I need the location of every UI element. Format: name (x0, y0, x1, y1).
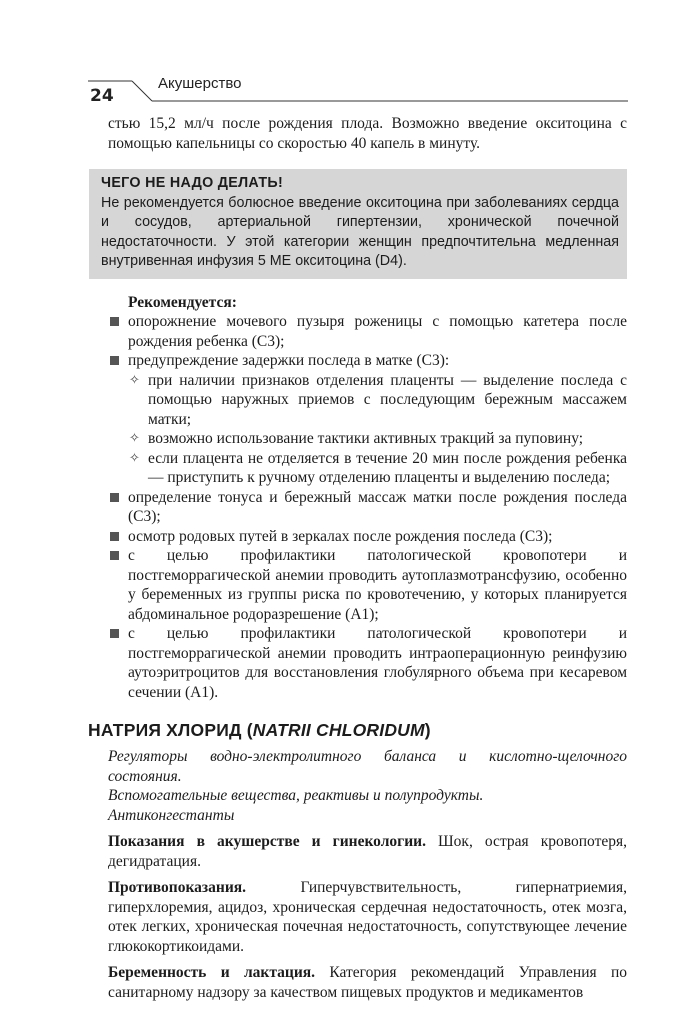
group-line: Вспомогательные вещества, реактивы и полупродукты. (108, 787, 484, 804)
sub-list-item (128, 429, 627, 449)
list-item-text: предупреждение задержки последа в матке (С3): (128, 352, 450, 369)
pregnancy-text: Категория рекомендаций Управления по санитарному надзору за качеством пищевых продуктов и медикаментов (108, 964, 627, 1001)
square-bullet-icon (110, 493, 119, 502)
indications-text: Шок, острая кровопотеря, дегидратация. (108, 833, 627, 870)
list-item (108, 527, 627, 547)
list-item-text: осмотр родовых путей в зеркалах после рождения последа (С3); (128, 527, 553, 545)
page-content (88, 114, 627, 1009)
warning-text: Не рекомендуется болюсное введение окситоцина при заболеваниях сердца и сосудов, артериальной гипертензии, хронической почечной недостаточности. У этой категории женщин предпочтительна медленная внутривенная инфузия 5 МЕ окситоцина (D4). (101, 194, 619, 269)
recommendations-list (108, 312, 627, 702)
list-item-text: с целью профилактики патологической кровопотери и постгеморрагической анемии проводить аутоплазмотрансфузию, особенно у беременных из группы риска по кровотечению, у которых планируется абдоминальное родоразрешение (А1); (128, 547, 627, 623)
square-bullet-icon (110, 356, 119, 365)
intro-paragraph: стью 15,2 мл/ч после рождения плода. Возможно введение окситоцина с помощью капельницы со скоростью 40 капель в минуту. (108, 115, 627, 152)
pharmacological-groups (108, 747, 627, 825)
warning-box (89, 169, 627, 279)
list-item (108, 488, 627, 527)
list-item (108, 351, 627, 488)
square-bullet-icon (110, 532, 119, 541)
group-line: Антиконгестанты (108, 806, 235, 824)
square-bullet-icon (110, 551, 119, 560)
square-bullet-icon (110, 317, 119, 326)
list-item (108, 546, 627, 624)
drug-heading (88, 720, 627, 741)
square-bullet-icon (110, 629, 119, 638)
list-item-text: определение тонуса и бережный массаж матки после рождения последа (С3); (128, 488, 627, 525)
diamond-bullet-icon: ✧ (129, 450, 140, 466)
page-number: 24 (90, 86, 114, 106)
sub-list-item-text: при наличии признаков отделения плаценты — выделение последа с помощью наружных приемов с последующим бережным массажем матки; (148, 371, 627, 428)
pregnancy-label: Беременность и лактация. (108, 964, 316, 981)
indications-label: Показания в акушерстве и гинекологии. (108, 833, 426, 850)
diamond-bullet-icon: ✧ (129, 431, 140, 446)
running-header-title: Акушерство (158, 75, 242, 92)
sub-list (128, 371, 627, 488)
sub-list-item (128, 371, 627, 430)
drug-paren-open: ( (241, 720, 253, 740)
contraindications-paragraph (108, 878, 627, 956)
indications-paragraph (108, 832, 627, 871)
drug-latin-name: NATRII CHLORIDUM (252, 720, 425, 740)
pregnancy-paragraph (108, 963, 627, 1002)
sub-list-item-text: если плацента не отделяется в течение 20 мин после рождения ребенка — приступить к ручному отделению плаценты и выделению последа; (148, 449, 627, 486)
list-item (108, 624, 627, 702)
contraindications-label: Противопоказания. (108, 879, 247, 896)
drug-name: НАТРИЯ ХЛОРИД (88, 720, 242, 740)
recommendations-heading: Рекомендуется: (128, 293, 237, 311)
sub-list-item (128, 449, 627, 488)
warning-title: ЧЕГО НЕ НАДО ДЕЛАТЬ! (101, 175, 284, 191)
contraindications-text: Гиперчувствительность, гипернатриемия, гиперхлоремия, ацидоз, хроническая сердечная недостаточность, отек мозга, отек легких, хроническая почечная недостаточность, сопутствующее лечение глюкокортикоидами. (108, 879, 627, 955)
sub-list-item-text: возможно использование тактики активных тракций за пуповину; (148, 430, 584, 447)
list-item-text: с целью профилактики патологической кровопотери и постгеморрагической анемии проводить интраоперационную реинфузию аутоэритроцитов для восстановления глобулярного объема при кесаревом сечении (А1). (128, 625, 627, 701)
group-line: Регуляторы водно-электролитного баланса и кислотно-щелочного состояния. (108, 748, 627, 785)
drug-paren-close: ) (424, 720, 431, 740)
list-item (108, 312, 627, 351)
diamond-bullet-icon: ✧ (129, 372, 140, 388)
list-item-text: опорожнение мочевого пузыря роженицы с помощью катетера после рождения ребенка (С3); (128, 313, 627, 350)
